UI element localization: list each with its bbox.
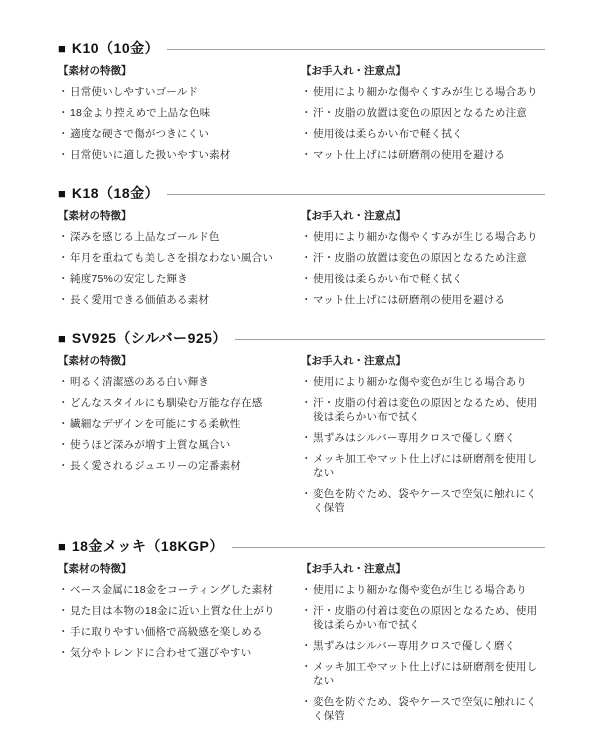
list-item: ・ 汗・皮脂の放置は変色の原因となるため注意 <box>301 106 545 120</box>
section-title-row <box>58 38 545 58</box>
list-item: ・ 年月を重ねても美しさを損なわない風合い <box>58 251 290 265</box>
list-item: ・ マット仕上げには研磨剤の使用を避ける <box>301 148 545 162</box>
section-columns <box>58 209 545 314</box>
features-list <box>58 583 290 660</box>
list-item: ・ 適度な硬さで傷がつきにくい <box>58 127 290 141</box>
list-item: ・ 長く愛されるジュエリーの定番素材 <box>58 459 290 473</box>
title-divider-line <box>235 339 545 340</box>
list-item: ・ 汗・皮脂の放置は変色の原因となるため注意 <box>301 251 545 265</box>
material-section-k18 <box>58 183 545 314</box>
title-divider-line <box>167 194 545 195</box>
list-item: ・ 見た目は本物の18金に近い上質な仕上がり <box>58 604 290 618</box>
list-item: ・ ベース金属に18金をコーティングした素材 <box>58 583 290 597</box>
section-title-row <box>58 536 545 556</box>
care-header: 【お手入れ・注意点】 <box>301 65 406 77</box>
list-item: ・ メッキ加工やマット仕上げには研磨剤を使用しない <box>301 452 545 480</box>
list-item: ・ 長く愛用できる価値ある素材 <box>58 293 290 307</box>
section-columns <box>58 562 545 730</box>
features-list <box>58 375 290 473</box>
list-item: ・ 日常使いに適した扱いやすい素材 <box>58 148 290 162</box>
list-item: ・ 使用により細かな傷や変色が生じる場合あり <box>301 375 545 389</box>
features-header: 【素材の特徴】 <box>58 65 132 77</box>
section-title: SV925（シルバー925） <box>71 330 227 346</box>
list-item: ・ 繊細なデザインを可能にする柔軟性 <box>58 417 290 431</box>
care-list <box>301 583 545 723</box>
features-column <box>58 354 290 522</box>
list-item: ・ 汗・皮脂の付着は変色の原因となるため、使用後は柔らかい布で拭く <box>301 604 545 632</box>
care-list <box>301 85 545 162</box>
list-item: ・ 汗・皮脂の付着は変色の原因となるため、使用後は柔らかい布で拭く <box>301 396 545 424</box>
square-bullet-icon: ■ <box>58 185 66 201</box>
care-column <box>301 562 545 730</box>
list-item: ・ 使うほど深みが増す上質な風合い <box>58 438 290 452</box>
features-list <box>58 85 290 162</box>
list-item: ・ 18金より控えめで上品な色味 <box>58 106 290 120</box>
section-title-row <box>58 328 545 348</box>
material-section-sv925 <box>58 328 545 522</box>
features-column <box>58 562 290 730</box>
list-item: ・ 使用により細かな傷や変色が生じる場合あり <box>301 583 545 597</box>
care-list <box>301 230 545 307</box>
care-list <box>301 375 545 515</box>
title-divider-line <box>167 49 545 50</box>
list-item: ・ 使用により細かな傷やくすみが生じる場合あり <box>301 85 545 99</box>
section-columns <box>58 354 545 522</box>
title-divider-line <box>232 547 545 548</box>
features-header: 【素材の特徴】 <box>58 210 132 222</box>
material-section-k10 <box>58 38 545 169</box>
list-item: ・ 気分やトレンドに合わせて選びやすい <box>58 646 290 660</box>
care-column <box>301 64 545 169</box>
square-bullet-icon: ■ <box>58 330 66 346</box>
list-item: ・ 深みを感じる上品なゴールド色 <box>58 230 290 244</box>
list-item: ・ 使用後は柔らかい布で軽く拭く <box>301 272 545 286</box>
section-title-row <box>58 183 545 203</box>
material-section-18kgp <box>58 536 545 730</box>
care-header: 【お手入れ・注意点】 <box>301 210 406 222</box>
care-header: 【お手入れ・注意点】 <box>301 563 406 575</box>
features-column <box>58 64 290 169</box>
features-list <box>58 230 290 307</box>
section-columns <box>58 64 545 169</box>
care-header: 【お手入れ・注意点】 <box>301 355 406 367</box>
features-header: 【素材の特徴】 <box>58 563 132 575</box>
list-item: ・ 日常使いしやすいゴールド <box>58 85 290 99</box>
features-header: 【素材の特徴】 <box>58 355 132 367</box>
list-item: ・ メッキ加工やマット仕上げには研磨剤を使用しない <box>301 660 545 688</box>
section-title: K10（10金） <box>71 40 160 56</box>
list-item: ・ 明るく清潔感のある白い輝き <box>58 375 290 389</box>
list-item: ・ 使用後は柔らかい布で軽く拭く <box>301 127 545 141</box>
list-item: ・ 使用により細かな傷やくすみが生じる場合あり <box>301 230 545 244</box>
list-item: ・ 純度75%の安定した輝き <box>58 272 290 286</box>
list-item: ・ 変色を防ぐため、袋やケースで空気に触れにくく保管 <box>301 695 545 723</box>
list-item: ・ 黒ずみはシルバー専用クロスで優しく磨く <box>301 431 545 445</box>
section-title: K18（18金） <box>71 185 160 201</box>
section-title: 18金メッキ（18KGP） <box>71 538 224 554</box>
list-item: ・ 手に取りやすい価格で高級感を楽しめる <box>58 625 290 639</box>
features-column <box>58 209 290 314</box>
list-item: ・ マット仕上げには研磨剤の使用を避ける <box>301 293 545 307</box>
square-bullet-icon: ■ <box>58 538 66 554</box>
list-item: ・ どんなスタイルにも馴染む万能な存在感 <box>58 396 290 410</box>
list-item: ・ 黒ずみはシルバー専用クロスで優しく磨く <box>301 639 545 653</box>
care-column <box>301 209 545 314</box>
care-column <box>301 354 545 522</box>
square-bullet-icon: ■ <box>58 40 66 56</box>
list-item: ・ 変色を防ぐため、袋やケースで空気に触れにくく保管 <box>301 487 545 515</box>
